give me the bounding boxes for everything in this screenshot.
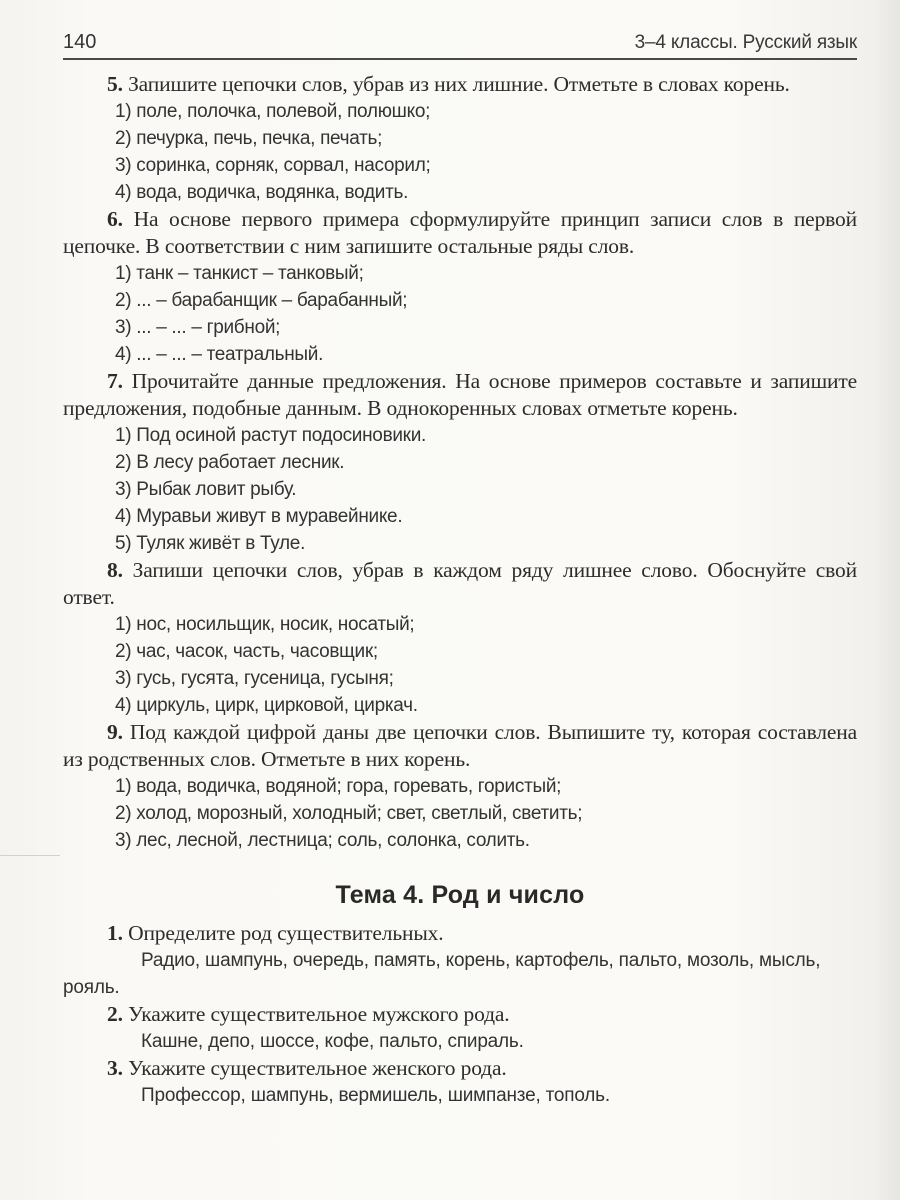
list-item: 1) Под осиной растут подосиновики. (115, 425, 426, 446)
task-prompt (63, 206, 857, 260)
task-number: 9. (107, 720, 123, 744)
list-item: 3) лес, лесной, лестница; соль, солонка, солить. (115, 830, 530, 851)
list-item: 3) Рыбак ловит рыбу. (115, 479, 297, 500)
topic4-task-2 (63, 1001, 857, 1055)
topic-heading: Тема 4. Род и число (335, 881, 585, 909)
task-text: Определите род существительных. (128, 921, 444, 945)
page-number: 140 (63, 31, 97, 53)
list-item: 2) В лесу работает лесник. (115, 452, 345, 473)
task-prompt (63, 368, 857, 422)
list-item: 1) вода, водичка, водяной; гора, горевать, гористый; (115, 776, 562, 797)
list-item: 4) циркуль, цирк, цирковой, циркач. (115, 695, 418, 716)
page-header (63, 30, 857, 60)
running-title: 3–4 классы. Русский язык (634, 32, 857, 53)
task-text: Запиши цепочки слов, убрав в каждом ряду лишнее слово. Обоснуйте свой ответ. (63, 558, 857, 609)
task-items (63, 773, 857, 854)
task-text: Запишите цепочки слов, убрав из них лишние. Отметьте в словах корень. (128, 72, 790, 96)
list-item: 3) ... – ... – грибной; (115, 317, 281, 338)
list-item: 3) гусь, гусята, гусеница, гусыня; (115, 668, 394, 689)
list-item: 1) нос, носильщик, носик, носатый; (115, 614, 415, 635)
task-prompt (63, 1055, 857, 1082)
task-6 (63, 206, 857, 368)
task-number: 5. (107, 72, 123, 96)
task-text: Укажите существительное женского рода. (128, 1056, 507, 1080)
task-number: 7. (107, 369, 123, 393)
word-list: Радио, шампунь, очередь, память, корень, картофель, пальто, мозоль, мысль, рояль. (63, 950, 821, 998)
scan-artifact (0, 855, 60, 856)
list-item: 2) ... – барабанщик – барабанный; (115, 290, 408, 311)
list-item: 3) соринка, сорняк, сорвал, насорил; (115, 155, 431, 176)
task-number: 6. (107, 207, 123, 231)
word-list: Кашне, депо, шоссе, кофе, пальто, спираль. (141, 1031, 524, 1052)
task-number: 1. (107, 921, 123, 945)
list-item: 4) ... – ... – театральный. (115, 344, 324, 365)
list-item: 2) печурка, печь, печка, печать; (115, 128, 383, 149)
task-items (63, 422, 857, 557)
task-items (63, 98, 857, 206)
list-item: 5) Туляк живёт в Туле. (115, 533, 306, 554)
topic4-task-3 (63, 1055, 857, 1109)
task-text: Укажите существительное мужского рода. (128, 1002, 510, 1026)
task-prompt (63, 71, 857, 98)
task-items (63, 611, 857, 719)
task-text: Прочитайте данные предложения. На основе примеров составьте и запишите предложения, подобные данным. В однокоренных словах отметьте корень. (63, 369, 857, 420)
topic4-task-1 (63, 920, 857, 1001)
task-prompt (63, 920, 857, 947)
task-8 (63, 557, 857, 719)
task-9 (63, 719, 857, 854)
task-number: 2. (107, 1002, 123, 1026)
task-prompt (63, 719, 857, 773)
task-7 (63, 368, 857, 557)
task-text: Под каждой цифрой даны две цепочки слов. Выпишите ту, которая составлена из родственных слов. Отметьте в них корень. (63, 720, 858, 771)
page-content (63, 71, 857, 1109)
list-item: 4) вода, водичка, водянка, водить. (115, 182, 409, 203)
list-item: 1) поле, полочка, полевой, полюшко; (115, 101, 431, 122)
word-list: Профессор, шампунь, вермишель, шимпанзе, тополь. (141, 1085, 610, 1106)
list-item: 2) час, часок, часть, часовщик; (115, 641, 378, 662)
list-item: 4) Муравьи живут в муравейнике. (115, 506, 403, 527)
task-text: На основе первого примера сформулируйте принцип записи слов в первой цепочке. В соответствии с ним запишите остальные ряды слов. (63, 207, 857, 258)
list-item: 1) танк – танкист – танковый; (115, 263, 364, 284)
list-item: 2) холод, морозный, холодный; свет, светлый, светить; (115, 803, 583, 824)
task-prompt (63, 1001, 857, 1028)
task-items (63, 260, 857, 368)
task-number: 8. (107, 558, 123, 582)
task-prompt (63, 557, 857, 611)
task-5 (63, 71, 857, 206)
task-number: 3. (107, 1056, 123, 1080)
